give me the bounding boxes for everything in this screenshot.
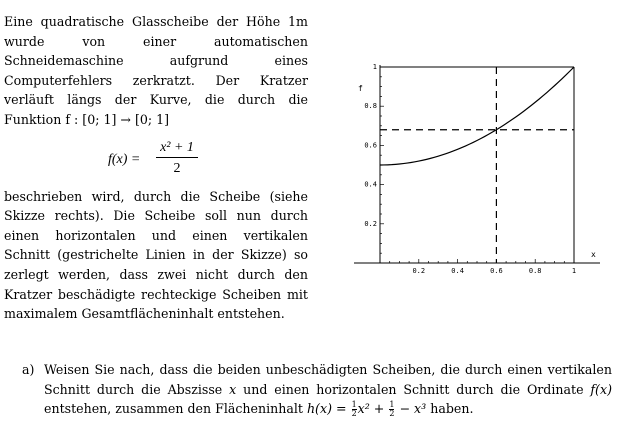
var-x: x [229, 381, 237, 397]
term-x-cubed: − x³ [399, 401, 427, 417]
x-tick-label: 0.2 [412, 267, 426, 275]
function-sketch [350, 58, 606, 280]
problem-intro [4, 12, 308, 324]
chart-marks [380, 67, 574, 263]
x-axis-label: x [591, 250, 596, 259]
y-tick-label: 0.2 [364, 219, 377, 228]
var-hx: h(x) = [306, 401, 347, 417]
function-formula [4, 136, 308, 182]
fraction-bar [156, 157, 198, 158]
task-a [22, 360, 612, 419]
var-fx: f(x) [590, 381, 612, 397]
task-marker: a) [22, 362, 35, 377]
formula-denominator: 2 [173, 160, 181, 176]
y-tick-label: 0.4 [364, 180, 377, 189]
formula-numerator: x² + 1 [160, 139, 194, 155]
x-tick-label: 0.4 [451, 267, 464, 275]
task-text [44, 360, 612, 419]
intro-paragraph-1: Eine quadratische Glasscheibe der Höhe 1m wurde von einer automatischen Schneidemaschine aufgrund eines Computerfehlers zerkratzt. Der Kratzer verläuft längs der Kurve, die durch die Funktion f : [0; 1] → [0; 1] [4, 14, 308, 127]
formula-lhs: f(x) = [108, 151, 141, 167]
y-tick-label: 0.6 [364, 141, 377, 150]
task-text-6: haben. [426, 401, 474, 417]
chart-axes [354, 65, 600, 263]
task-text-2: und einen horizontalen Schnitt durch die Ordinate [236, 381, 591, 397]
x-tick-label: 0.6 [490, 267, 503, 275]
formula-fraction [156, 139, 198, 177]
frac-1-num: 1 [351, 400, 357, 410]
scratch-curve [380, 67, 574, 165]
frac-1-den: 2 [351, 409, 357, 419]
intro-paragraph-2: beschrieben wird, durch die Scheibe (siehe Skizze rechts). Die Scheibe soll nun durch einen horizontalen und einen vertikalen Schnitt (gestrichelte Linien in der Skizze) so zerlegt werden, dass zwei nicht durch den Kratzer beschädigte rechteckige Scheiben mit maximalem Gesamtflächeninhalt entstehen. [4, 188, 308, 322]
x-tick-label: 0.8 [528, 267, 542, 275]
frac-2-num: 1 [389, 400, 395, 410]
y-tick-label: 1 [372, 63, 377, 71]
y-tick-label: 0.8 [364, 102, 377, 111]
term-x-squared: x² + [357, 401, 385, 417]
frac-one-half-a [352, 401, 357, 418]
frac-one-half-b [389, 401, 394, 418]
task-text-1: Weisen Sie nach, dass die beiden unbeschädigten Scheiben, die durch einen vertikalen Schnitt durch die Abszisse [44, 362, 612, 397]
chart-svg [350, 58, 606, 280]
x-tick-label: 1 [571, 267, 577, 275]
task-text-3: entstehen, zusammen den Flächeninhalt [44, 401, 307, 417]
y-axis-label: f [358, 84, 363, 93]
frac-2-den: 2 [389, 409, 395, 419]
